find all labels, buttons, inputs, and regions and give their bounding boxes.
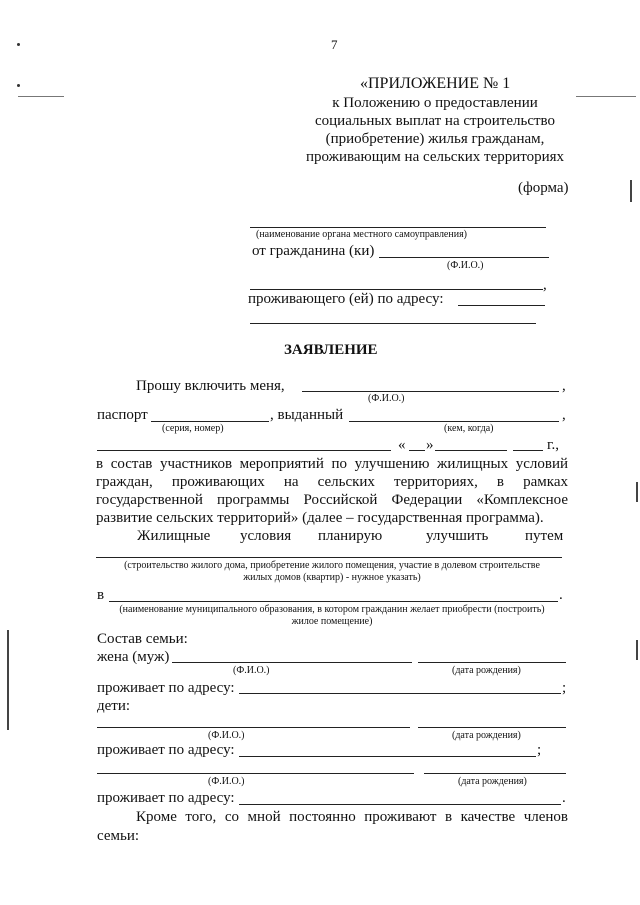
improve-word: Жилищные xyxy=(137,528,211,544)
address-field-2[interactable] xyxy=(250,323,536,324)
request-label: Прошу включить меня, xyxy=(136,378,285,394)
scan-edge-mark xyxy=(630,180,632,202)
in-label: в xyxy=(97,587,105,603)
date-year-field[interactable] xyxy=(513,450,543,451)
issued-label: , выданный xyxy=(270,407,344,423)
child-birthdate-field[interactable] xyxy=(424,773,566,774)
comma: , xyxy=(562,407,566,423)
date-close-quote: » xyxy=(426,437,434,453)
header-line: социальных выплат на строительство xyxy=(314,113,556,129)
from-citizen-label: от гражданина (ки) xyxy=(252,243,375,259)
org-name-field[interactable] xyxy=(250,227,546,228)
program-text-line: граждан, проживающих на сельских территориях, в рамках xyxy=(96,474,568,490)
period: . xyxy=(559,587,563,603)
period: . xyxy=(562,790,566,806)
lives-at-label: проживает по адресу: xyxy=(97,790,235,806)
scan-speck xyxy=(17,43,20,46)
fio-hint: (Ф.И.О.) xyxy=(447,260,484,271)
citizen-name-field[interactable] xyxy=(379,257,549,258)
improve-word: улучшить xyxy=(426,528,489,544)
date-day-field[interactable] xyxy=(409,450,425,451)
child-name-field[interactable] xyxy=(97,773,414,774)
passport-label: паспорт xyxy=(97,407,148,423)
scan-edge-mark xyxy=(636,482,638,502)
issuer-date-hint: (кем, когда) xyxy=(444,423,494,434)
birthdate-hint: (дата рождения) xyxy=(452,730,521,741)
spouse-birthdate-field[interactable] xyxy=(418,662,566,663)
appendix-title: «ПРИЛОЖЕНИЕ № 1 xyxy=(360,75,511,92)
improve-word: планирую xyxy=(318,528,383,544)
date-month-field[interactable] xyxy=(435,450,507,451)
passport-issuer-field[interactable] xyxy=(349,421,559,422)
child-address-field[interactable] xyxy=(239,804,561,805)
more-members-text: Кроме того, со мной постоянно проживают в качестве членов xyxy=(136,809,568,825)
date-open-quote: « xyxy=(398,437,406,453)
semicolon: ; xyxy=(562,680,567,696)
program-text-line: развитие сельских территорий» (далее – государственная программа). xyxy=(96,510,544,526)
issuer-field-continued[interactable] xyxy=(97,450,391,451)
family-label: Состав семьи: xyxy=(97,631,188,647)
municipality-hint: жилое помещение) xyxy=(291,616,373,627)
passport-number-field[interactable] xyxy=(151,421,269,422)
method-hint: (строительство жилого дома, приобретение жилого помещения, участие в долевом строительстве xyxy=(124,560,540,571)
comma: , xyxy=(562,378,566,394)
municipality-field[interactable] xyxy=(109,601,558,602)
improve-word: путем xyxy=(525,528,564,544)
form-label: (форма) xyxy=(518,180,569,196)
spouse-label: жена (муж) xyxy=(97,649,170,665)
series-number-hint: (серия, номер) xyxy=(162,423,224,434)
org-name-hint: (наименование органа местного самоуправления) xyxy=(256,229,468,240)
child-birthdate-field[interactable] xyxy=(418,727,566,728)
birthdate-hint: (дата рождения) xyxy=(452,665,521,676)
address-label: проживающего (ей) по адресу: xyxy=(248,291,444,307)
fio-hint: (Ф.И.О.) xyxy=(208,776,245,787)
header-line: к Положению о предоставлении xyxy=(332,95,538,111)
fio-hint: (Ф.И.О.) xyxy=(368,393,405,404)
more-members-text: семьи: xyxy=(97,828,140,844)
lives-at-label: проживает по адресу: xyxy=(97,742,235,758)
children-label: дети: xyxy=(97,698,131,714)
birthdate-hint: (дата рождения) xyxy=(458,776,527,787)
child-name-field[interactable] xyxy=(97,727,410,728)
scan-speck xyxy=(17,84,20,87)
scan-edge-mark xyxy=(636,640,638,660)
program-text-line: государственной программы Российской Федерации «Комплексное xyxy=(96,492,568,508)
scan-mark xyxy=(576,96,636,97)
semicolon: ; xyxy=(537,742,542,758)
header-line: проживающим на сельских территориях xyxy=(305,149,565,165)
fio-hint: (Ф.И.О.) xyxy=(233,665,270,676)
lives-at-label: проживает по адресу: xyxy=(97,680,235,696)
document-title: ЗАЯВЛЕНИЕ xyxy=(284,342,378,358)
program-text-line: в состав участников мероприятий по улучшению жилищных условий xyxy=(96,456,568,472)
scan-edge-mark xyxy=(7,630,9,730)
spouse-address-field[interactable] xyxy=(239,693,561,694)
address-field[interactable] xyxy=(458,305,545,306)
page-number: 7 xyxy=(331,37,338,52)
municipality-hint: (наименование муниципального образования, в котором гражданин желает приобрести (построить) xyxy=(119,604,545,615)
fio-hint: (Ф.И.О.) xyxy=(208,730,245,741)
improvement-method-field[interactable] xyxy=(96,557,562,558)
header-line: (приобретение) жилья гражданам, xyxy=(325,131,545,147)
comma: , xyxy=(543,277,547,293)
scan-mark xyxy=(18,96,64,97)
improve-word: условия xyxy=(240,528,292,544)
year-suffix: г., xyxy=(547,437,559,453)
child-address-field[interactable] xyxy=(239,756,536,757)
applicant-name-field[interactable] xyxy=(302,391,559,392)
spouse-name-field[interactable] xyxy=(172,662,412,663)
method-hint: жилых домов (квартир) - нужное указать) xyxy=(243,572,421,583)
